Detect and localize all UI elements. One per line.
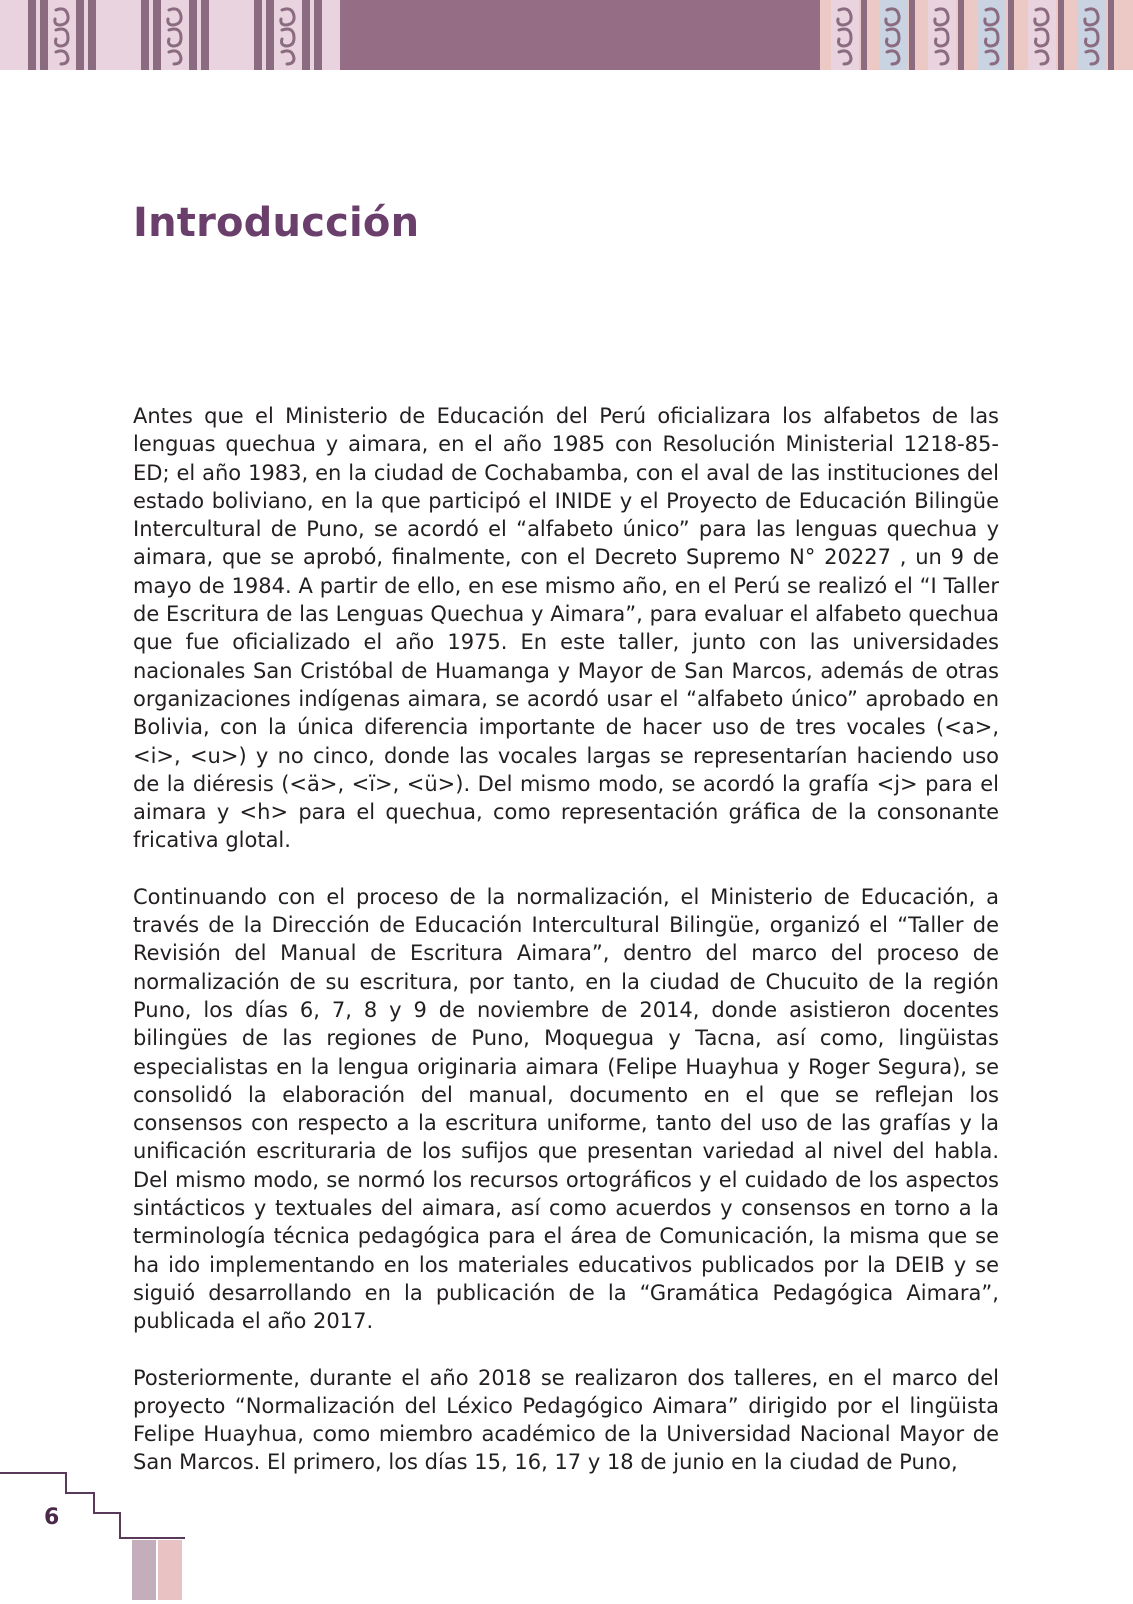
paragraph: Continuando con el proceso de la normalización, el Ministerio de Educación, a través de la Dirección de Educación Intercultural Bilingüe, organizó el “Taller de Revisión del Manual de Escritura Aimara”, dentro del marco del proceso de normalización de su escritura, por tanto, en la ciudad de Chucuito de la región Puno, los días 6, 7, 8 y 9 de noviembre de 2014, donde asistieron docentes bilingües de las regiones de Puno, Moquegua y Tacna, así como, lingüistas especialistas en la lengua originaria aimara (Felipe Huayhua y Roger Segura), se consolidó la elaboración del manual, documento en el que se reflejan los consensos con respecto a la escritura uniforme, tanto del uso de las grafías y la unificación escrituraria de los sufijos que presentan variedad al nivel del habla. Del mismo modo, se normó los recursos ortográficos y el cuidado de los aspectos sintácticos y textuales del aimara, así como acuerdos y consensos en torno a la terminología técnica pedagógica para el área de Comunicación, la misma que se ha ido implementando en los materiales educativos publicados por la DEIB y se siguió desarrollando en la publicación de la “Gramática Pedagógica Aimara”, publicada el año 2017.	[133, 884, 999, 1334]
banner-stripe	[1108, 0, 1114, 70]
banner-stripe	[88, 0, 96, 70]
banner-band	[1078, 0, 1106, 70]
banner-stripe	[1008, 0, 1014, 70]
top-decorative-banner	[0, 0, 1133, 70]
banner-band	[978, 0, 1006, 70]
banner-stripe	[861, 0, 867, 70]
banner-stripe	[189, 0, 197, 70]
banner-band	[1028, 0, 1056, 70]
banner-stripe	[201, 0, 209, 70]
paragraph: Antes que el Ministerio de Educación del Perú oficializara los alfabetos de las lenguas quechua y aimara, en el año 1985 con Resolución Ministerial 1218-85-ED; el año 1983, en la ciudad de Cochabamba, con el aval de las instituciones del estado boliviano, en la que participó el INIDE y el Proyecto de Educación Bilingüe Intercultural de Puno, se acordó el “alfabeto único” para las lenguas quechua y aimara, que se aprobó, finalmente, con el Decreto Supremo N° 20227 , un 9 de mayo de 1984. A partir de ello, en ese mismo año, en el Perú se realizó el “I Taller de Escritura de las Lenguas Quechua y Aimara”, para evaluar el alfabeto quechua que fue oficializado el año 1975. En este taller, junto con las universidades nacionales San Cristóbal de Huamanga y Mayor de San Marcos, además de otras organizaciones indígenas aimara, se acordó usar el “alfabeto único” aprobado en Bolivia, con la única diferencia importante de hacer uso de tres vocales (<a>, <i>, <u>) y no cinco, donde las vocales largas se representarían haciendo uso de la diéresis (<ä>, <ï>, <ü>). Del mismo modo, se acordó la grafía <j> para el aimara y <h> para el quechua, como representación gráfica de la consonante fricativa glotal.	[133, 404, 999, 853]
banner-stripe	[76, 0, 84, 70]
banner-stripe	[958, 0, 964, 70]
banner-band	[831, 0, 859, 70]
page-number: 6	[44, 1505, 60, 1530]
banner-stripe	[302, 0, 310, 70]
banner-stripe	[40, 0, 48, 70]
banner-band	[928, 0, 956, 70]
stepped-line-icon	[0, 1468, 200, 1600]
banner-stripe	[266, 0, 274, 70]
banner-stripe	[254, 0, 262, 70]
banner-stripe	[28, 0, 36, 70]
andean-pattern-icon	[0, 0, 1133, 70]
banner-stripe	[141, 0, 149, 70]
page-title: Introducción	[133, 200, 420, 246]
banner-stripe	[1058, 0, 1064, 70]
banner-stripe	[909, 0, 915, 70]
footer-decoration	[0, 1468, 200, 1600]
banner-stripe	[314, 0, 322, 70]
banner-band	[879, 0, 907, 70]
paragraph: Posteriormente, durante el año 2018 se realizaron dos talleres, en el marco del proyecto “Normalización del Léxico Pedagógico Aimara” dirigido por el lingüista Felipe Huayhua, como miembro académico de la Universidad Nacional Mayor de San Marcos. El primero, los días 15, 16, 17 y 18 de junio en la ciudad de Puno,	[133, 1365, 999, 1475]
body-text	[133, 402, 999, 1505]
banner-stripe	[153, 0, 161, 70]
